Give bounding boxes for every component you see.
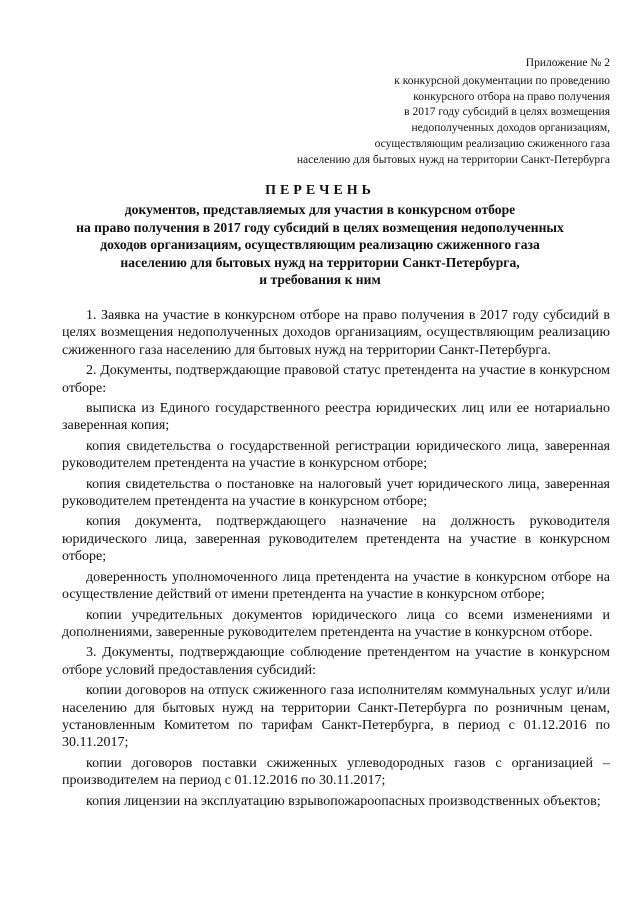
paragraph-subitem: копия документа, подтверждающего назначение на должность руководителя юридического лица, заверенная руководителем претендента на участие в конкурсном отборе; [62,514,610,565]
subtitle-line: доходов организациям, осуществляющим реализацию сжиженного газа [100,237,540,253]
paragraph-subitem: выписка из Единого государственного реестра юридических лиц или ее нотариально заверенная копия; [62,401,610,434]
appendix-line: к конкурсной документации по проведению [394,74,610,87]
subtitle-line: документов, представляемых для участия в конкурсном отборе [124,202,516,217]
document-body [62,307,610,810]
appendix-title: Приложение № 2 [525,57,610,69]
appendix-block [280,56,610,169]
subtitle-line: на право получения в 2017 году субсидий в целях возмещения недополученных [76,219,564,235]
subtitle-line: и требования к ним [259,272,381,288]
paragraph-subitem: копия свидетельства о государственной регистрации юридического лица, заверенная руководителем претендента на участие в конкурсном отборе; [62,438,610,472]
paragraph-item-3: 3. Документы, подтверждающие соблюдение претендентом на участие в конкурсном отборе условий предоставления субсидий: [62,645,610,678]
appendix-line: населению для бытовых нужд на территории Санкт-Петербурга [296,153,610,166]
paragraph-subitem: копия свидетельства о постановке на налоговый учет юридического лица, заверенная руководителем претендента на участие в конкурсном отборе; [62,476,610,510]
paragraph-subitem: копия лицензии на эксплуатацию взрывопожароопасных производственных объектов; [86,793,601,809]
appendix-line: недополученных доходов организациям, [411,122,610,135]
subtitle-line: населению для бытовых нужд на территории Санкт-Петербурга, [120,254,520,270]
document-title: ПЕРЕЧЕНЬ [265,183,375,198]
paragraph-subitem: доверенность уполномоченного лица претендента на участие в конкурсном отборе на осуществление действий от имени претендента на участие в конкурсном отборе; [62,569,610,603]
paragraph-subitem: копии договоров на отпуск сжиженного газа исполнителям коммунальных услуг и/или населению для бытовых нужд на территории Санкт-Петербурга по розничным ценам, установленным Комитетом по тарифам Санкт-Петербурга, в период с 01.12.2016 по 30.11.2017; [62,683,610,751]
paragraph-subitem: копии договоров поставки сжиженных углеводородных газов с организацией – производителем на период с 01.12.2016 по 30.11.2017; [62,755,610,789]
document-subtitle [40,201,600,289]
appendix-line: конкурсного отбора на право получения [413,90,610,103]
appendix-line: осуществляющим реализацию сжиженного газа [374,137,610,150]
paragraph-item-2: 2. Документы, подтверждающие правовой статус претендента на участие в конкурсном отборе: [62,363,610,396]
paragraph-item-1: 1. Заявка на участие в конкурсном отборе на право получения в 2017 году субсидий в целях возмещения недополученных доходов организациям, осуществляющим реализацию сжиженного газа населению для бытовых нужд на территории Санкт-Петербурга. [62,308,610,358]
paragraph-subitem: копии учредительных документов юридического лица со всеми изменениями и дополнениями, заверенные руководителем претендента на участие в конкурсном отборе. [62,607,610,640]
appendix-line: в 2017 году субсидий в целях возмещения [404,106,610,119]
